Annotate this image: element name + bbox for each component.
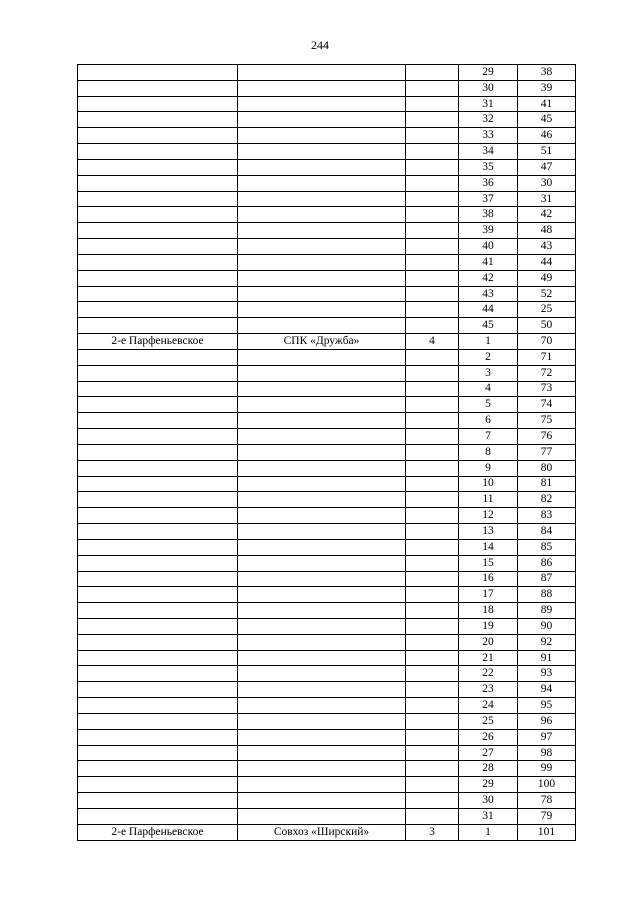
farm-cell bbox=[238, 207, 406, 223]
value-cell: 52 bbox=[518, 286, 576, 302]
number-cell: 11 bbox=[459, 492, 518, 508]
number-cell: 6 bbox=[459, 413, 518, 429]
table-row bbox=[78, 365, 576, 381]
number-cell: 30 bbox=[459, 793, 518, 809]
table-row bbox=[78, 824, 576, 840]
number-cell: 28 bbox=[459, 761, 518, 777]
farm-cell bbox=[238, 555, 406, 571]
farm-cell bbox=[238, 65, 406, 81]
table-row bbox=[78, 175, 576, 191]
count-cell bbox=[406, 349, 459, 365]
count-cell bbox=[406, 745, 459, 761]
value-cell: 87 bbox=[518, 571, 576, 587]
table-row bbox=[78, 334, 576, 350]
settlement-cell bbox=[78, 761, 238, 777]
table-row bbox=[78, 349, 576, 365]
farm-cell bbox=[238, 144, 406, 160]
value-cell: 30 bbox=[518, 175, 576, 191]
value-cell: 77 bbox=[518, 444, 576, 460]
farm-cell bbox=[238, 349, 406, 365]
count-cell bbox=[406, 365, 459, 381]
farm-cell bbox=[238, 239, 406, 255]
value-cell: 96 bbox=[518, 713, 576, 729]
table-row bbox=[78, 666, 576, 682]
value-cell: 41 bbox=[518, 96, 576, 112]
farm-cell bbox=[238, 413, 406, 429]
table-row bbox=[78, 508, 576, 524]
table-row bbox=[78, 80, 576, 96]
value-cell: 48 bbox=[518, 223, 576, 239]
farm-cell bbox=[238, 524, 406, 540]
farm-cell: СПК «Дружба» bbox=[238, 334, 406, 350]
settlement-cell bbox=[78, 555, 238, 571]
table-row bbox=[78, 650, 576, 666]
farm-cell bbox=[238, 492, 406, 508]
farm-cell bbox=[238, 587, 406, 603]
value-cell: 80 bbox=[518, 460, 576, 476]
farm-cell bbox=[238, 444, 406, 460]
number-cell: 17 bbox=[459, 587, 518, 603]
count-cell bbox=[406, 666, 459, 682]
count-cell bbox=[406, 191, 459, 207]
count-cell bbox=[406, 270, 459, 286]
table-row bbox=[78, 571, 576, 587]
settlement-cell bbox=[78, 650, 238, 666]
number-cell: 31 bbox=[459, 808, 518, 824]
settlement-cell bbox=[78, 128, 238, 144]
farm-cell bbox=[238, 476, 406, 492]
farm-cell bbox=[238, 286, 406, 302]
value-cell: 84 bbox=[518, 524, 576, 540]
table-row bbox=[78, 539, 576, 555]
count-cell bbox=[406, 698, 459, 714]
number-cell: 35 bbox=[459, 159, 518, 175]
number-cell: 7 bbox=[459, 429, 518, 445]
count-cell bbox=[406, 618, 459, 634]
table-row bbox=[78, 128, 576, 144]
number-cell: 4 bbox=[459, 381, 518, 397]
farm-cell bbox=[238, 777, 406, 793]
settlement-cell bbox=[78, 682, 238, 698]
number-cell: 32 bbox=[459, 112, 518, 128]
settlement-cell: 2-е Парфеньевское bbox=[78, 824, 238, 840]
settlement-cell bbox=[78, 429, 238, 445]
table-row bbox=[78, 618, 576, 634]
number-cell: 10 bbox=[459, 476, 518, 492]
table-row bbox=[78, 777, 576, 793]
count-cell bbox=[406, 302, 459, 318]
count-cell bbox=[406, 318, 459, 334]
number-cell: 9 bbox=[459, 460, 518, 476]
count-cell bbox=[406, 413, 459, 429]
value-cell: 101 bbox=[518, 824, 576, 840]
settlement-cell bbox=[78, 618, 238, 634]
count-cell bbox=[406, 207, 459, 223]
count-cell bbox=[406, 508, 459, 524]
number-cell: 29 bbox=[459, 777, 518, 793]
number-cell: 38 bbox=[459, 207, 518, 223]
count-cell bbox=[406, 793, 459, 809]
settlement-cell bbox=[78, 80, 238, 96]
farm-cell bbox=[238, 808, 406, 824]
farm-cell bbox=[238, 634, 406, 650]
number-cell: 34 bbox=[459, 144, 518, 160]
value-cell: 94 bbox=[518, 682, 576, 698]
settlement-cell bbox=[78, 286, 238, 302]
count-cell bbox=[406, 524, 459, 540]
settlement-cell bbox=[78, 745, 238, 761]
count-cell bbox=[406, 65, 459, 81]
settlement-cell bbox=[78, 508, 238, 524]
settlement-cell bbox=[78, 144, 238, 160]
table-row bbox=[78, 96, 576, 112]
number-cell: 42 bbox=[459, 270, 518, 286]
table-row bbox=[78, 460, 576, 476]
settlement-cell bbox=[78, 603, 238, 619]
farm-cell bbox=[238, 508, 406, 524]
value-cell: 38 bbox=[518, 65, 576, 81]
table-row bbox=[78, 476, 576, 492]
farm-cell bbox=[238, 666, 406, 682]
value-cell: 86 bbox=[518, 555, 576, 571]
settlement-cell bbox=[78, 571, 238, 587]
table-row bbox=[78, 492, 576, 508]
farm-cell bbox=[238, 191, 406, 207]
value-cell: 44 bbox=[518, 254, 576, 270]
value-cell: 47 bbox=[518, 159, 576, 175]
table-row bbox=[78, 524, 576, 540]
table-row bbox=[78, 761, 576, 777]
number-cell: 13 bbox=[459, 524, 518, 540]
value-cell: 31 bbox=[518, 191, 576, 207]
settlement-cell bbox=[78, 808, 238, 824]
table-row bbox=[78, 381, 576, 397]
farm-cell bbox=[238, 460, 406, 476]
settlement-cell bbox=[78, 476, 238, 492]
count-cell bbox=[406, 713, 459, 729]
value-cell: 90 bbox=[518, 618, 576, 634]
table-row bbox=[78, 713, 576, 729]
table-row bbox=[78, 444, 576, 460]
value-cell: 81 bbox=[518, 476, 576, 492]
count-cell bbox=[406, 492, 459, 508]
value-cell: 99 bbox=[518, 761, 576, 777]
value-cell: 71 bbox=[518, 349, 576, 365]
value-cell: 72 bbox=[518, 365, 576, 381]
table-row bbox=[78, 254, 576, 270]
farm-cell bbox=[238, 175, 406, 191]
farm-cell bbox=[238, 112, 406, 128]
count-cell bbox=[406, 587, 459, 603]
farm-cell bbox=[238, 429, 406, 445]
count-cell: 4 bbox=[406, 334, 459, 350]
table-row bbox=[78, 413, 576, 429]
number-cell: 39 bbox=[459, 223, 518, 239]
settlement-cell: 2-е Парфеньевское bbox=[78, 334, 238, 350]
table-row bbox=[78, 223, 576, 239]
number-cell: 12 bbox=[459, 508, 518, 524]
farm-cell bbox=[238, 270, 406, 286]
table-row bbox=[78, 159, 576, 175]
settlement-cell bbox=[78, 666, 238, 682]
farm-cell bbox=[238, 761, 406, 777]
count-cell bbox=[406, 223, 459, 239]
count-cell bbox=[406, 254, 459, 270]
count-cell bbox=[406, 603, 459, 619]
settlement-cell bbox=[78, 381, 238, 397]
number-cell: 45 bbox=[459, 318, 518, 334]
value-cell: 46 bbox=[518, 128, 576, 144]
settlement-cell bbox=[78, 698, 238, 714]
count-cell bbox=[406, 634, 459, 650]
settlement-cell bbox=[78, 191, 238, 207]
number-cell: 2 bbox=[459, 349, 518, 365]
count-cell bbox=[406, 397, 459, 413]
number-cell: 44 bbox=[459, 302, 518, 318]
value-cell: 97 bbox=[518, 729, 576, 745]
count-cell bbox=[406, 381, 459, 397]
value-cell: 79 bbox=[518, 808, 576, 824]
settlement-cell bbox=[78, 460, 238, 476]
value-cell: 39 bbox=[518, 80, 576, 96]
count-cell bbox=[406, 96, 459, 112]
farm-cell bbox=[238, 381, 406, 397]
value-cell: 74 bbox=[518, 397, 576, 413]
farm-cell bbox=[238, 682, 406, 698]
value-cell: 82 bbox=[518, 492, 576, 508]
table-row bbox=[78, 144, 576, 160]
number-cell: 18 bbox=[459, 603, 518, 619]
farm-cell bbox=[238, 365, 406, 381]
settlement-cell bbox=[78, 302, 238, 318]
count-cell bbox=[406, 239, 459, 255]
table-row bbox=[78, 745, 576, 761]
settlement-cell bbox=[78, 175, 238, 191]
number-cell: 1 bbox=[459, 824, 518, 840]
table-row bbox=[78, 682, 576, 698]
number-cell: 19 bbox=[459, 618, 518, 634]
settlement-cell bbox=[78, 539, 238, 555]
table-row bbox=[78, 112, 576, 128]
value-cell: 91 bbox=[518, 650, 576, 666]
settlement-cell bbox=[78, 365, 238, 381]
table-row bbox=[78, 808, 576, 824]
settlement-cell bbox=[78, 413, 238, 429]
farm-cell bbox=[238, 603, 406, 619]
value-cell: 42 bbox=[518, 207, 576, 223]
table-row bbox=[78, 729, 576, 745]
farm-cell bbox=[238, 745, 406, 761]
value-cell: 73 bbox=[518, 381, 576, 397]
table-row bbox=[78, 207, 576, 223]
number-cell: 1 bbox=[459, 334, 518, 350]
number-cell: 3 bbox=[459, 365, 518, 381]
table-row bbox=[78, 634, 576, 650]
settlement-cell bbox=[78, 223, 238, 239]
count-cell bbox=[406, 539, 459, 555]
table-row bbox=[78, 397, 576, 413]
settlement-cell bbox=[78, 349, 238, 365]
table-row bbox=[78, 318, 576, 334]
count-cell bbox=[406, 80, 459, 96]
settlement-cell bbox=[78, 729, 238, 745]
value-cell: 49 bbox=[518, 270, 576, 286]
farm-cell: Совхоз «Ширский» bbox=[238, 824, 406, 840]
count-cell bbox=[406, 555, 459, 571]
value-cell: 92 bbox=[518, 634, 576, 650]
farm-cell bbox=[238, 698, 406, 714]
number-cell: 33 bbox=[459, 128, 518, 144]
count-cell bbox=[406, 476, 459, 492]
table-row bbox=[78, 239, 576, 255]
table-row bbox=[78, 587, 576, 603]
settlement-cell bbox=[78, 65, 238, 81]
number-cell: 27 bbox=[459, 745, 518, 761]
farm-cell bbox=[238, 318, 406, 334]
table-row bbox=[78, 555, 576, 571]
number-cell: 15 bbox=[459, 555, 518, 571]
number-cell: 31 bbox=[459, 96, 518, 112]
number-cell: 16 bbox=[459, 571, 518, 587]
farm-cell bbox=[238, 254, 406, 270]
farm-cell bbox=[238, 159, 406, 175]
table-row bbox=[78, 286, 576, 302]
number-cell: 37 bbox=[459, 191, 518, 207]
farm-cell bbox=[238, 729, 406, 745]
number-cell: 40 bbox=[459, 239, 518, 255]
data-table bbox=[77, 64, 576, 841]
farm-cell bbox=[238, 397, 406, 413]
number-cell: 25 bbox=[459, 713, 518, 729]
settlement-cell bbox=[78, 159, 238, 175]
count-cell bbox=[406, 682, 459, 698]
number-cell: 8 bbox=[459, 444, 518, 460]
farm-cell bbox=[238, 96, 406, 112]
settlement-cell bbox=[78, 254, 238, 270]
value-cell: 51 bbox=[518, 144, 576, 160]
settlement-cell bbox=[78, 318, 238, 334]
value-cell: 95 bbox=[518, 698, 576, 714]
settlement-cell bbox=[78, 112, 238, 128]
number-cell: 14 bbox=[459, 539, 518, 555]
value-cell: 43 bbox=[518, 239, 576, 255]
number-cell: 29 bbox=[459, 65, 518, 81]
table-row bbox=[78, 65, 576, 81]
farm-cell bbox=[238, 302, 406, 318]
count-cell bbox=[406, 128, 459, 144]
value-cell: 70 bbox=[518, 334, 576, 350]
settlement-cell bbox=[78, 793, 238, 809]
count-cell bbox=[406, 112, 459, 128]
number-cell: 22 bbox=[459, 666, 518, 682]
count-cell bbox=[406, 729, 459, 745]
value-cell: 89 bbox=[518, 603, 576, 619]
farm-cell bbox=[238, 793, 406, 809]
table-row bbox=[78, 302, 576, 318]
count-cell bbox=[406, 650, 459, 666]
settlement-cell bbox=[78, 713, 238, 729]
settlement-cell bbox=[78, 492, 238, 508]
farm-cell bbox=[238, 223, 406, 239]
count-cell bbox=[406, 460, 459, 476]
settlement-cell bbox=[78, 397, 238, 413]
count-cell bbox=[406, 286, 459, 302]
count-cell bbox=[406, 777, 459, 793]
farm-cell bbox=[238, 650, 406, 666]
farm-cell bbox=[238, 713, 406, 729]
number-cell: 24 bbox=[459, 698, 518, 714]
number-cell: 23 bbox=[459, 682, 518, 698]
count-cell bbox=[406, 761, 459, 777]
value-cell: 88 bbox=[518, 587, 576, 603]
value-cell: 100 bbox=[518, 777, 576, 793]
number-cell: 5 bbox=[459, 397, 518, 413]
table-row bbox=[78, 270, 576, 286]
count-cell bbox=[406, 571, 459, 587]
count-cell: 3 bbox=[406, 824, 459, 840]
farm-cell bbox=[238, 571, 406, 587]
table-row bbox=[78, 793, 576, 809]
number-cell: 43 bbox=[459, 286, 518, 302]
count-cell bbox=[406, 808, 459, 824]
count-cell bbox=[406, 159, 459, 175]
count-cell bbox=[406, 144, 459, 160]
settlement-cell bbox=[78, 96, 238, 112]
table-body bbox=[78, 65, 576, 841]
settlement-cell bbox=[78, 270, 238, 286]
settlement-cell bbox=[78, 524, 238, 540]
farm-cell bbox=[238, 128, 406, 144]
value-cell: 83 bbox=[518, 508, 576, 524]
value-cell: 98 bbox=[518, 745, 576, 761]
value-cell: 93 bbox=[518, 666, 576, 682]
number-cell: 30 bbox=[459, 80, 518, 96]
table-row bbox=[78, 603, 576, 619]
value-cell: 75 bbox=[518, 413, 576, 429]
number-cell: 20 bbox=[459, 634, 518, 650]
number-cell: 26 bbox=[459, 729, 518, 745]
settlement-cell bbox=[78, 239, 238, 255]
settlement-cell bbox=[78, 587, 238, 603]
settlement-cell bbox=[78, 207, 238, 223]
count-cell bbox=[406, 444, 459, 460]
number-cell: 21 bbox=[459, 650, 518, 666]
value-cell: 78 bbox=[518, 793, 576, 809]
number-cell: 36 bbox=[459, 175, 518, 191]
farm-cell bbox=[238, 80, 406, 96]
value-cell: 45 bbox=[518, 112, 576, 128]
settlement-cell bbox=[78, 777, 238, 793]
value-cell: 76 bbox=[518, 429, 576, 445]
count-cell bbox=[406, 429, 459, 445]
number-cell: 41 bbox=[459, 254, 518, 270]
table-row bbox=[78, 191, 576, 207]
settlement-cell bbox=[78, 634, 238, 650]
table-row bbox=[78, 698, 576, 714]
settlement-cell bbox=[78, 444, 238, 460]
value-cell: 50 bbox=[518, 318, 576, 334]
farm-cell bbox=[238, 539, 406, 555]
table-row bbox=[78, 429, 576, 445]
farm-cell bbox=[238, 618, 406, 634]
value-cell: 25 bbox=[518, 302, 576, 318]
count-cell bbox=[406, 175, 459, 191]
value-cell: 85 bbox=[518, 539, 576, 555]
page-number: 244 bbox=[311, 38, 329, 52]
